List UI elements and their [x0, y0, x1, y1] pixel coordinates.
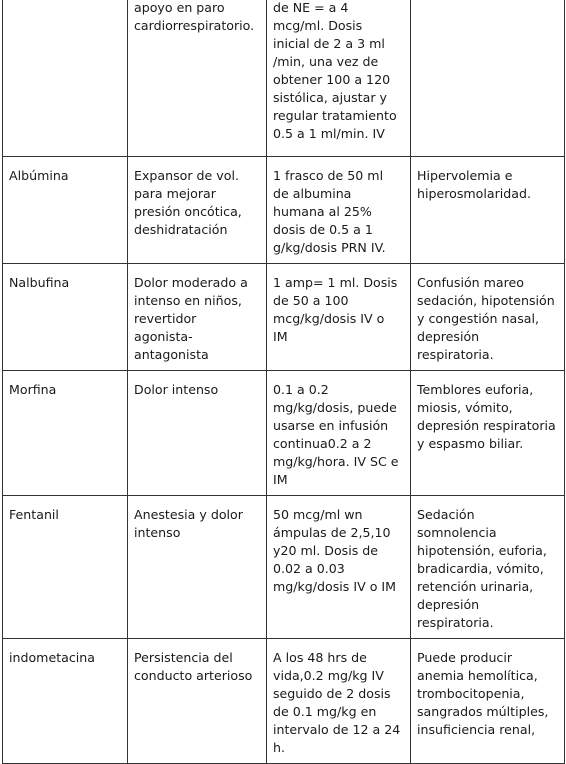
- indication-cell: [128, 264, 267, 371]
- dose: 1 frasco de 50 ml de albumina humana al 25% dosis de 0.5 a 1 g/kg/dosis PRN IV.: [273, 168, 386, 255]
- drug-name: Nalbufina: [9, 275, 70, 290]
- indication-cell: [128, 496, 267, 639]
- table-row: [3, 0, 565, 157]
- dose-cell: [267, 264, 411, 371]
- indication-cell: [128, 157, 267, 264]
- dose-cell: [267, 157, 411, 264]
- dose: 50 mcg/ml wn ámpulas de 2,5,10 y20 ml. Dosis de 0.02 a 0.03 mg/kg/dosis IV o IM: [273, 507, 396, 594]
- indication: Expansor de vol. para mejorar presión oncótica, deshidratación: [134, 168, 242, 237]
- indication-cell: [128, 639, 267, 764]
- indication: Anestesia y dolor intenso: [134, 507, 243, 540]
- indication: Dolor moderado a intenso en niños, revertidor agonista-antagonista: [134, 275, 248, 362]
- adverse-effects: Puede producir anemia hemolítica, trombocitopenia, sangrados múltiples, insuficiencia renal,: [417, 650, 549, 737]
- table-row: [3, 639, 565, 764]
- table-row: [3, 264, 565, 371]
- dose: 0.1 a 0.2 mg/kg/dosis, puede usarse en infusión continua0.2 a 2 mg/kg/hora. IV SC e IM: [273, 382, 399, 487]
- effects-cell: [411, 639, 565, 764]
- effects-cell: [411, 0, 565, 157]
- drug-name-cell: [3, 371, 128, 496]
- dose: 1 amp= 1 ml. Dosis de 50 a 100 mcg/kg/dosis IV o IM: [273, 275, 398, 344]
- effects-cell: [411, 371, 565, 496]
- effects-cell: [411, 496, 565, 639]
- effects-cell: [411, 264, 565, 371]
- dose: A los 48 hrs de vida,0.2 mg/kg IV seguido de 2 dosis de 0.1 mg/kg en intervalo de 12 a 24 h.: [273, 650, 401, 755]
- indication: Dolor intenso: [134, 382, 219, 397]
- drug-name-cell: [3, 264, 128, 371]
- table-row: [3, 157, 565, 264]
- dose-cell: [267, 496, 411, 639]
- drug-name: Morfina: [9, 382, 57, 397]
- drug-name-cell: [3, 639, 128, 764]
- dose-cell: [267, 639, 411, 764]
- adverse-effects: Temblores euforia, miosis, vómito, depresión respiratoria y espasmo biliar.: [417, 382, 556, 451]
- drug-name-cell: [3, 157, 128, 264]
- drug-name-cell: [3, 0, 128, 157]
- adverse-effects: Sedación somnolencia hipotensión, euforia, bradicardia, vómito, retención urinaria, depresión respiratoria.: [417, 507, 547, 630]
- adverse-effects: Hipervolemia e hiperosmolaridad.: [417, 168, 531, 201]
- drug-name: Albúmina: [9, 168, 69, 183]
- dose-cell: [267, 0, 411, 157]
- indication: apoyo en paro cardiorrespiratorio.: [134, 0, 255, 33]
- dose-cell: [267, 371, 411, 496]
- table-row: [3, 496, 565, 639]
- drug-name-cell: [3, 496, 128, 639]
- dose: de NE = a 4 mcg/ml. Dosis inicial de 2 a 3 ml /min, una vez de obtener 100 a 120 sistólica, ajustar y regular tratamiento 0.5 a 1 ml/min. IV: [273, 0, 397, 141]
- adverse-effects: Confusión mareo sedación, hipotensión y congestión nasal, depresión respiratoria.: [417, 275, 555, 362]
- drug-name: Fentanil: [9, 507, 59, 522]
- indication-cell: [128, 0, 267, 157]
- table-row: [3, 371, 565, 496]
- drug-name: indometacina: [9, 650, 95, 665]
- indication: Persistencia del conducto arterioso: [134, 650, 253, 683]
- effects-cell: [411, 157, 565, 264]
- drug-table: [2, 0, 565, 764]
- indication-cell: [128, 371, 267, 496]
